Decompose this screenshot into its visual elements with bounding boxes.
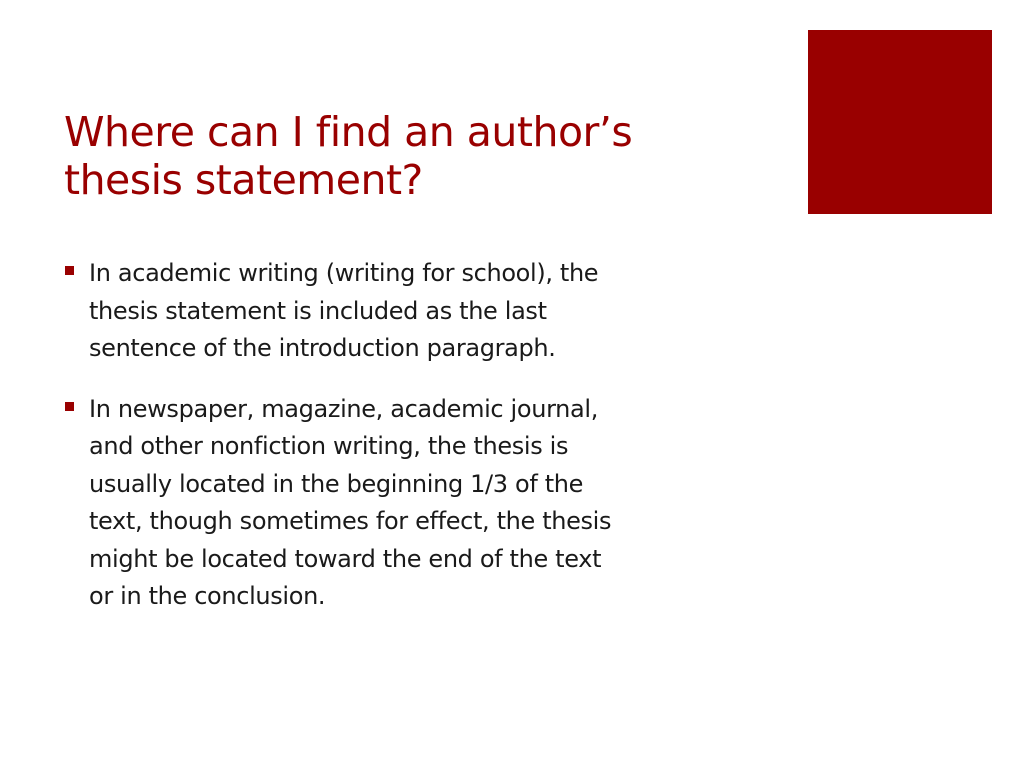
bullet-text-line: text, though sometimes for effect, the thesis [89, 507, 612, 535]
bullet-text-line: In newspaper, magazine, academic journal, [89, 394, 598, 423]
bullet-item [64, 255, 784, 368]
bullet-text-line: sentence of the introduction paragraph. [89, 334, 556, 362]
bullet-text-line: In academic writing (writing for school), the [89, 259, 599, 287]
bullet-text-line: and other nonfiction writing, the thesis is [89, 432, 569, 460]
bullet-text-line: might be located toward the end of the text [89, 544, 602, 573]
bullet-list [64, 255, 784, 639]
bullet-text-line: thesis statement is included as the last [89, 296, 547, 325]
square-bullet-icon [65, 402, 74, 411]
bullet-text-line: or in the conclusion. [89, 582, 326, 610]
bullet-item [64, 391, 784, 616]
slide-title [64, 108, 784, 204]
bullet-text-line: usually located in the beginning 1/3 of the [89, 469, 584, 498]
accent-block [808, 30, 992, 214]
square-bullet-icon [65, 266, 74, 275]
slide-title-line: Where can I find an author’s [64, 108, 633, 156]
slide-title-line: thesis statement? [64, 156, 423, 204]
